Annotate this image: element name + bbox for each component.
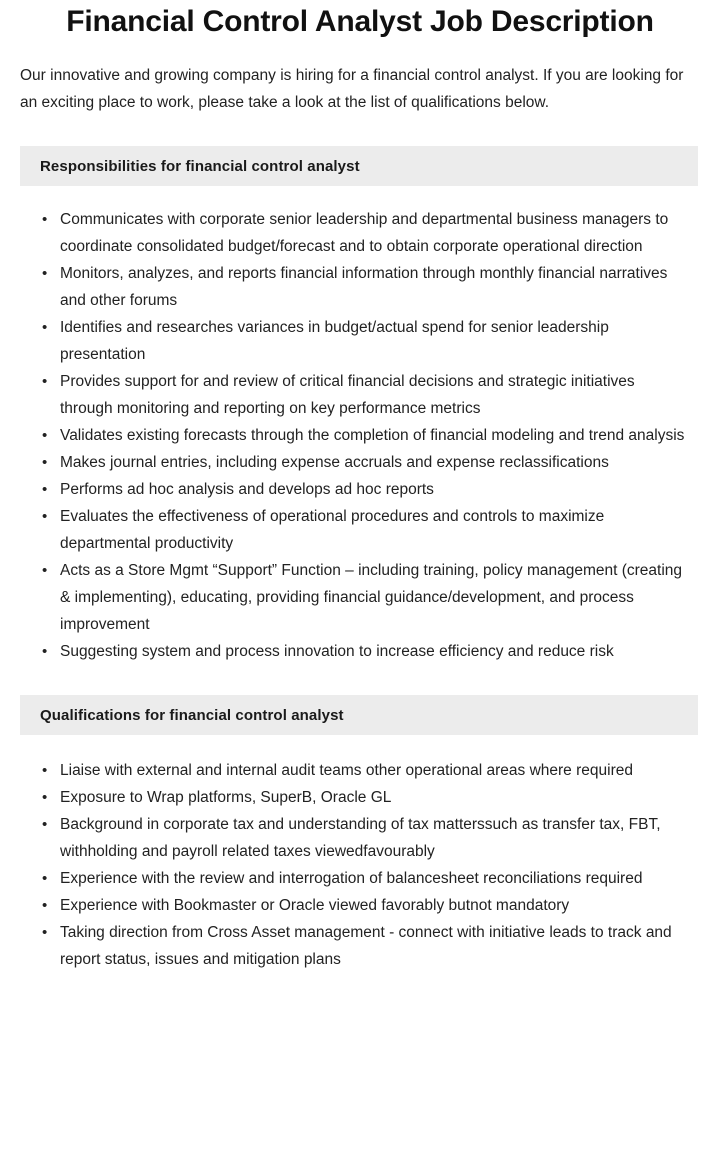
list-item: • Experience with the review and interrogation of balancesheet reconciliations required	[0, 865, 690, 892]
section-header-responsibilities	[20, 146, 698, 186]
page-title: Financial Control Analyst Job Description	[66, 5, 654, 38]
list-item: • Evaluates the effectiveness of operational procedures and controls to maximize departmental productivity	[0, 503, 690, 557]
list-item: • Exposure to Wrap platforms, SuperB, Oracle GL	[0, 784, 690, 811]
list-item: • Suggesting system and process innovation to increase efficiency and reduce risk	[0, 638, 690, 665]
list-item: • Acts as a Store Mgmt “Support” Function – including training, policy management (creating & implementing), educating, providing financial guidance/development, and process improvement	[0, 557, 690, 638]
list-item: • Background in corporate tax and understanding of tax matterssuch as transfer tax, FBT, withholding and payroll related taxes viewedfavourably	[0, 811, 690, 865]
list-item: • Experience with Bookmaster or Oracle viewed favorably butnot mandatory	[0, 892, 690, 919]
section-heading-label: Responsibilities for financial control analyst	[40, 157, 360, 175]
list-item: • Validates existing forecasts through the completion of financial modeling and trend analysis	[0, 422, 690, 449]
page-bottom-spacer	[0, 973, 720, 1013]
qualifications-list	[0, 757, 690, 973]
list-item: • Liaise with external and internal audit teams other operational areas where required	[0, 757, 690, 784]
list-item: • Taking direction from Cross Asset management - connect with initiative leads to track and report status, issues and mitigation plans	[0, 919, 690, 973]
intro-paragraph: Our innovative and growing company is hiring for a financial control analyst. If you are looking for an exciting place to work, please take a look at the list of qualifications below.	[20, 67, 684, 111]
list-item: • Monitors, analyzes, and reports financial information through monthly financial narratives and other forums	[0, 260, 690, 314]
list-item: • Provides support for and review of critical financial decisions and strategic initiatives through monitoring and reporting on key performance metrics	[0, 368, 690, 422]
section-header-qualifications	[20, 695, 698, 735]
list-item: • Identifies and researches variances in budget/actual spend for senior leadership presentation	[0, 314, 690, 368]
list-item: • Performs ad hoc analysis and develops ad hoc reports	[0, 476, 690, 503]
list-item: • Makes journal entries, including expense accruals and expense reclassifications	[0, 449, 690, 476]
list-item: • Communicates with corporate senior leadership and departmental business managers to coordinate consolidated budget/forecast and to obtain corporate operational direction	[0, 206, 690, 260]
responsibilities-list	[0, 206, 690, 665]
section-heading-label: Qualifications for financial control analyst	[40, 706, 344, 724]
